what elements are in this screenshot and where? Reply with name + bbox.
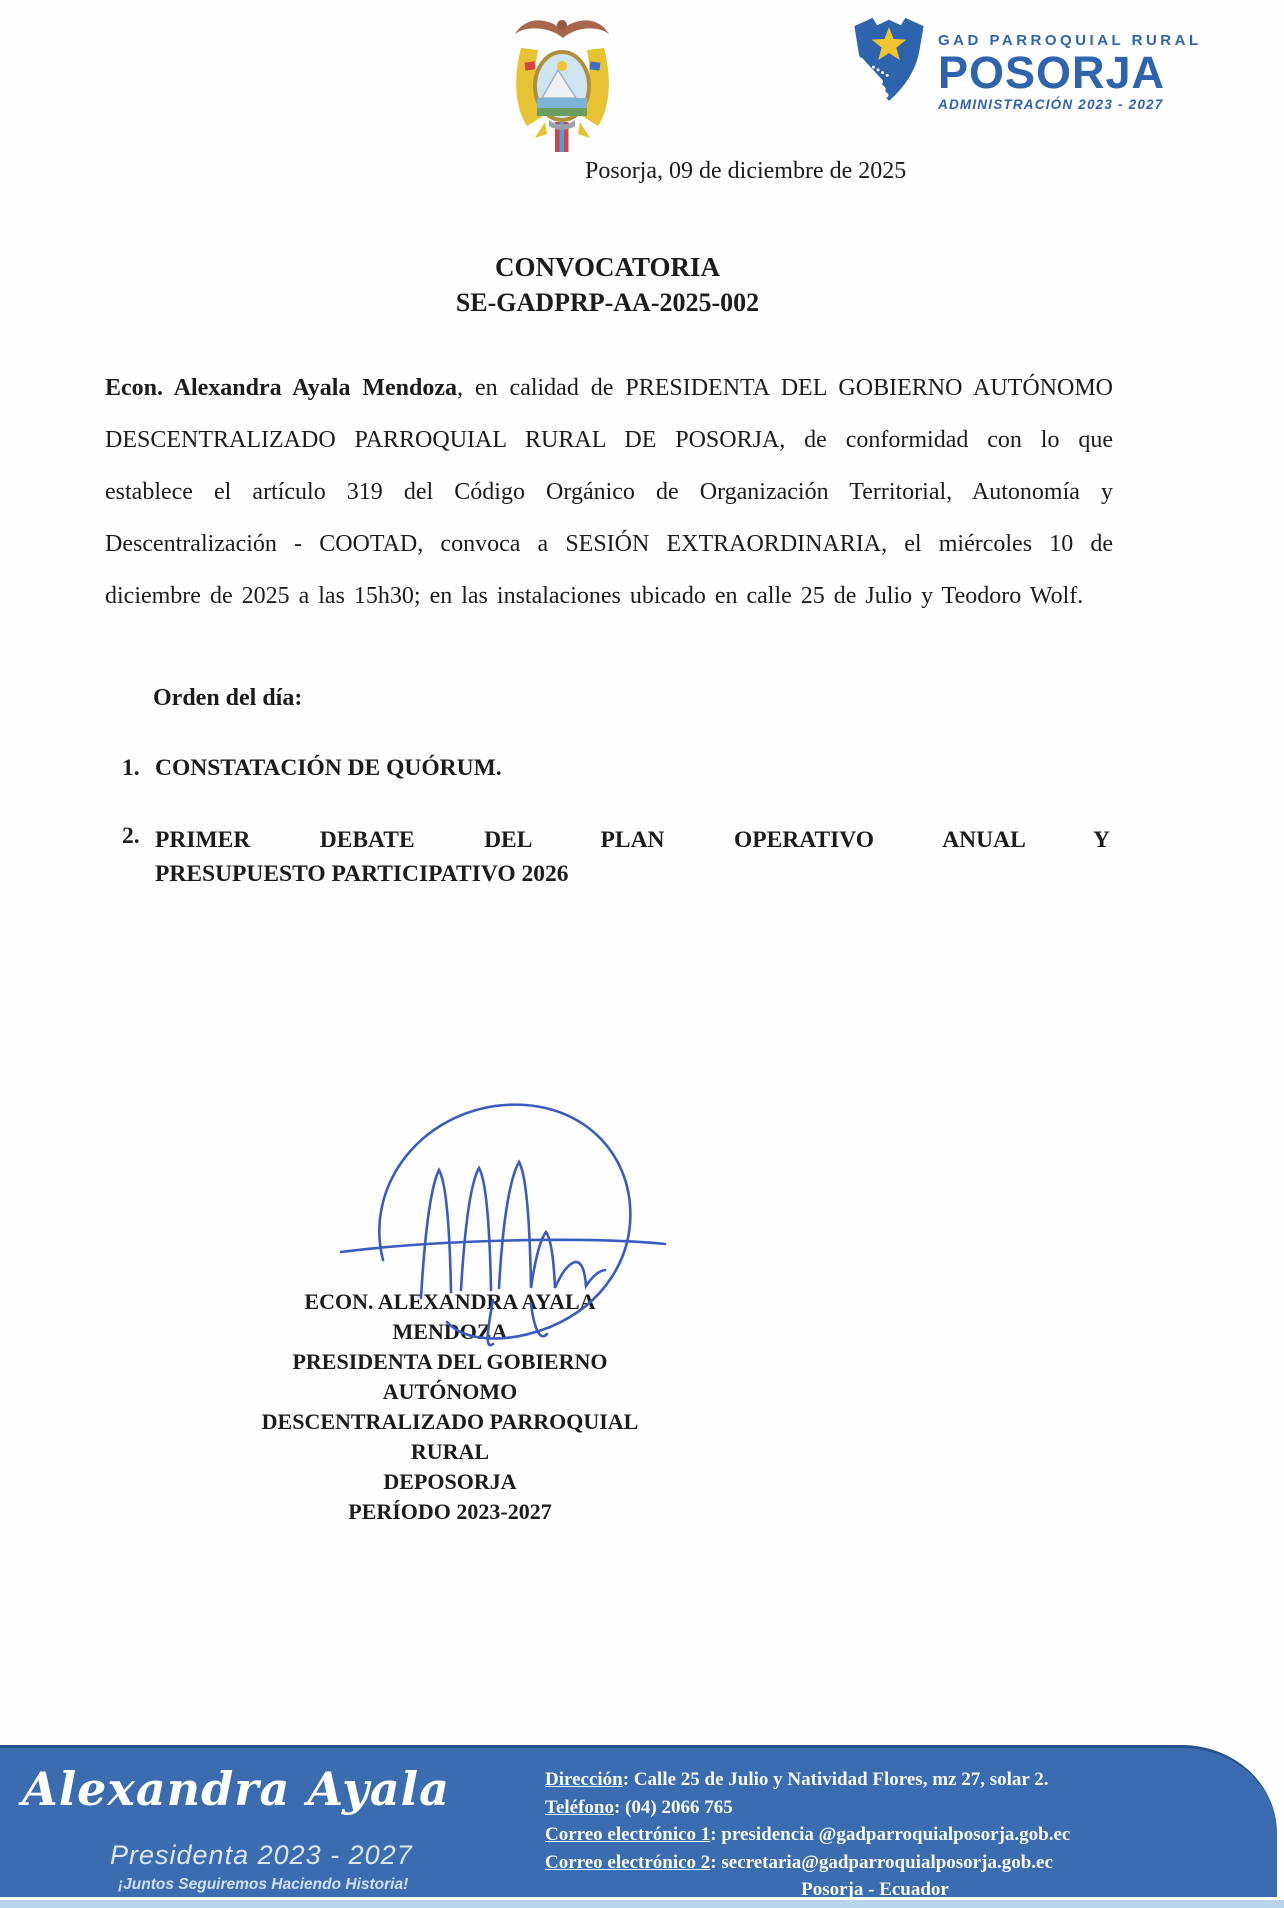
contact-email-1-value: : presidencia @gadparroquialposorja.gob.ec <box>710 1824 1071 1845</box>
agenda-item-2-line1: PRIMER DEBATE DEL PLAN OPERATIVO ANUAL Y <box>155 827 1110 853</box>
contact-email-2-label: Correo electrónico 2 <box>545 1851 711 1873</box>
contact-address-label: Dirección <box>545 1769 623 1790</box>
footer-role: Presidenta 2023 - 2027 <box>110 1840 413 1870</box>
intro-paragraph <box>105 362 1113 622</box>
agenda-item-2-line2: PRESUPUESTO PARTICIPATIVO 2026 <box>155 861 569 887</box>
signer-period: PERÍODO 2023-2027 <box>348 1499 552 1524</box>
posorja-shield-icon <box>848 10 930 106</box>
gad-posorja-logo <box>848 10 1202 112</box>
agenda-item-2-number: 2. <box>122 823 140 849</box>
logo-tagline-top: GAD PARROQUIAL RURAL <box>938 32 1202 49</box>
footer-slogan: ¡Juntos Seguiremos Haciendo Historia! <box>118 1876 409 1893</box>
signer-title-line3: DEPOSORJA <box>383 1469 517 1494</box>
contact-address-value: : Calle 25 de Julio y Natividad Flores, mz 27, solar 2. <box>622 1769 1049 1790</box>
signer-title-line1: PRESIDENTA DEL GOBIERNO AUTÓNOMO <box>292 1349 608 1404</box>
title-block <box>105 250 1110 320</box>
footer-location: Posorja - Ecuador <box>801 1879 949 1900</box>
footer-script-name: Alexandra Ayala <box>22 1762 450 1816</box>
agenda-item-1-text: CONSTATACIÓN DE QUÓRUM. <box>155 755 502 781</box>
date-line: Posorja, 09 de diciembre de 2025 <box>585 158 907 184</box>
contact-phone <box>545 1794 1205 1822</box>
agenda-item-2-text <box>155 823 1110 891</box>
document-code: SE-GADPRP-AA-2025-002 <box>455 288 760 317</box>
signer-title-line2: DESCENTRALIZADO PARROQUIAL RURAL <box>261 1409 639 1464</box>
agenda-item-1-number: 1. <box>122 755 140 781</box>
document-title: CONVOCATORIA <box>495 252 720 282</box>
intro-rest: , en calidad de PRESIDENTA DEL GOBIERNO AUTÓNOMO DESCENTRALIZADO PARROQUIAL RURAL DE POSORJA, de conformidad con lo que establece el artículo 319 del Código Orgánico de Organización Territorial, Autonomía y Descentralización - COOTAD, convoca a SESIÓN EXTRAORDINARIA, el miércoles 10 de diciembre de 2025 a las 15h30; en las instalaciones ubicado en calle 25 de Julio y Teodoro Wolf. <box>105 375 1113 609</box>
contact-address <box>545 1766 1205 1794</box>
contact-phone-value: : (04) 2066 765 <box>613 1796 733 1818</box>
footer-contact-block <box>545 1766 1205 1904</box>
intro-bold-name: Econ. Alexandra Ayala Mendoza <box>105 375 458 401</box>
signature-block <box>255 1287 645 1527</box>
signer-name: ECON. ALEXANDRA AYALA MENDOZA <box>304 1289 596 1344</box>
contact-email-1-label: Correo electrónico 1 <box>545 1824 711 1845</box>
agenda-heading: Orden del día: <box>153 685 303 711</box>
contact-phone-label: Teléfono <box>545 1796 614 1818</box>
logo-text <box>938 10 1202 112</box>
contact-email-1 <box>545 1821 1205 1849</box>
logo-name: POSORJA <box>938 47 1166 98</box>
contact-email-2-value: : secretaria@gadparroquialposorja.gob.ec <box>710 1851 1053 1873</box>
ecuador-coat-of-arms-icon <box>505 10 620 160</box>
logo-administration-line: ADMINISTRACIÓN 2023 - 2027 <box>938 97 1164 112</box>
contact-email-2 <box>545 1849 1205 1877</box>
